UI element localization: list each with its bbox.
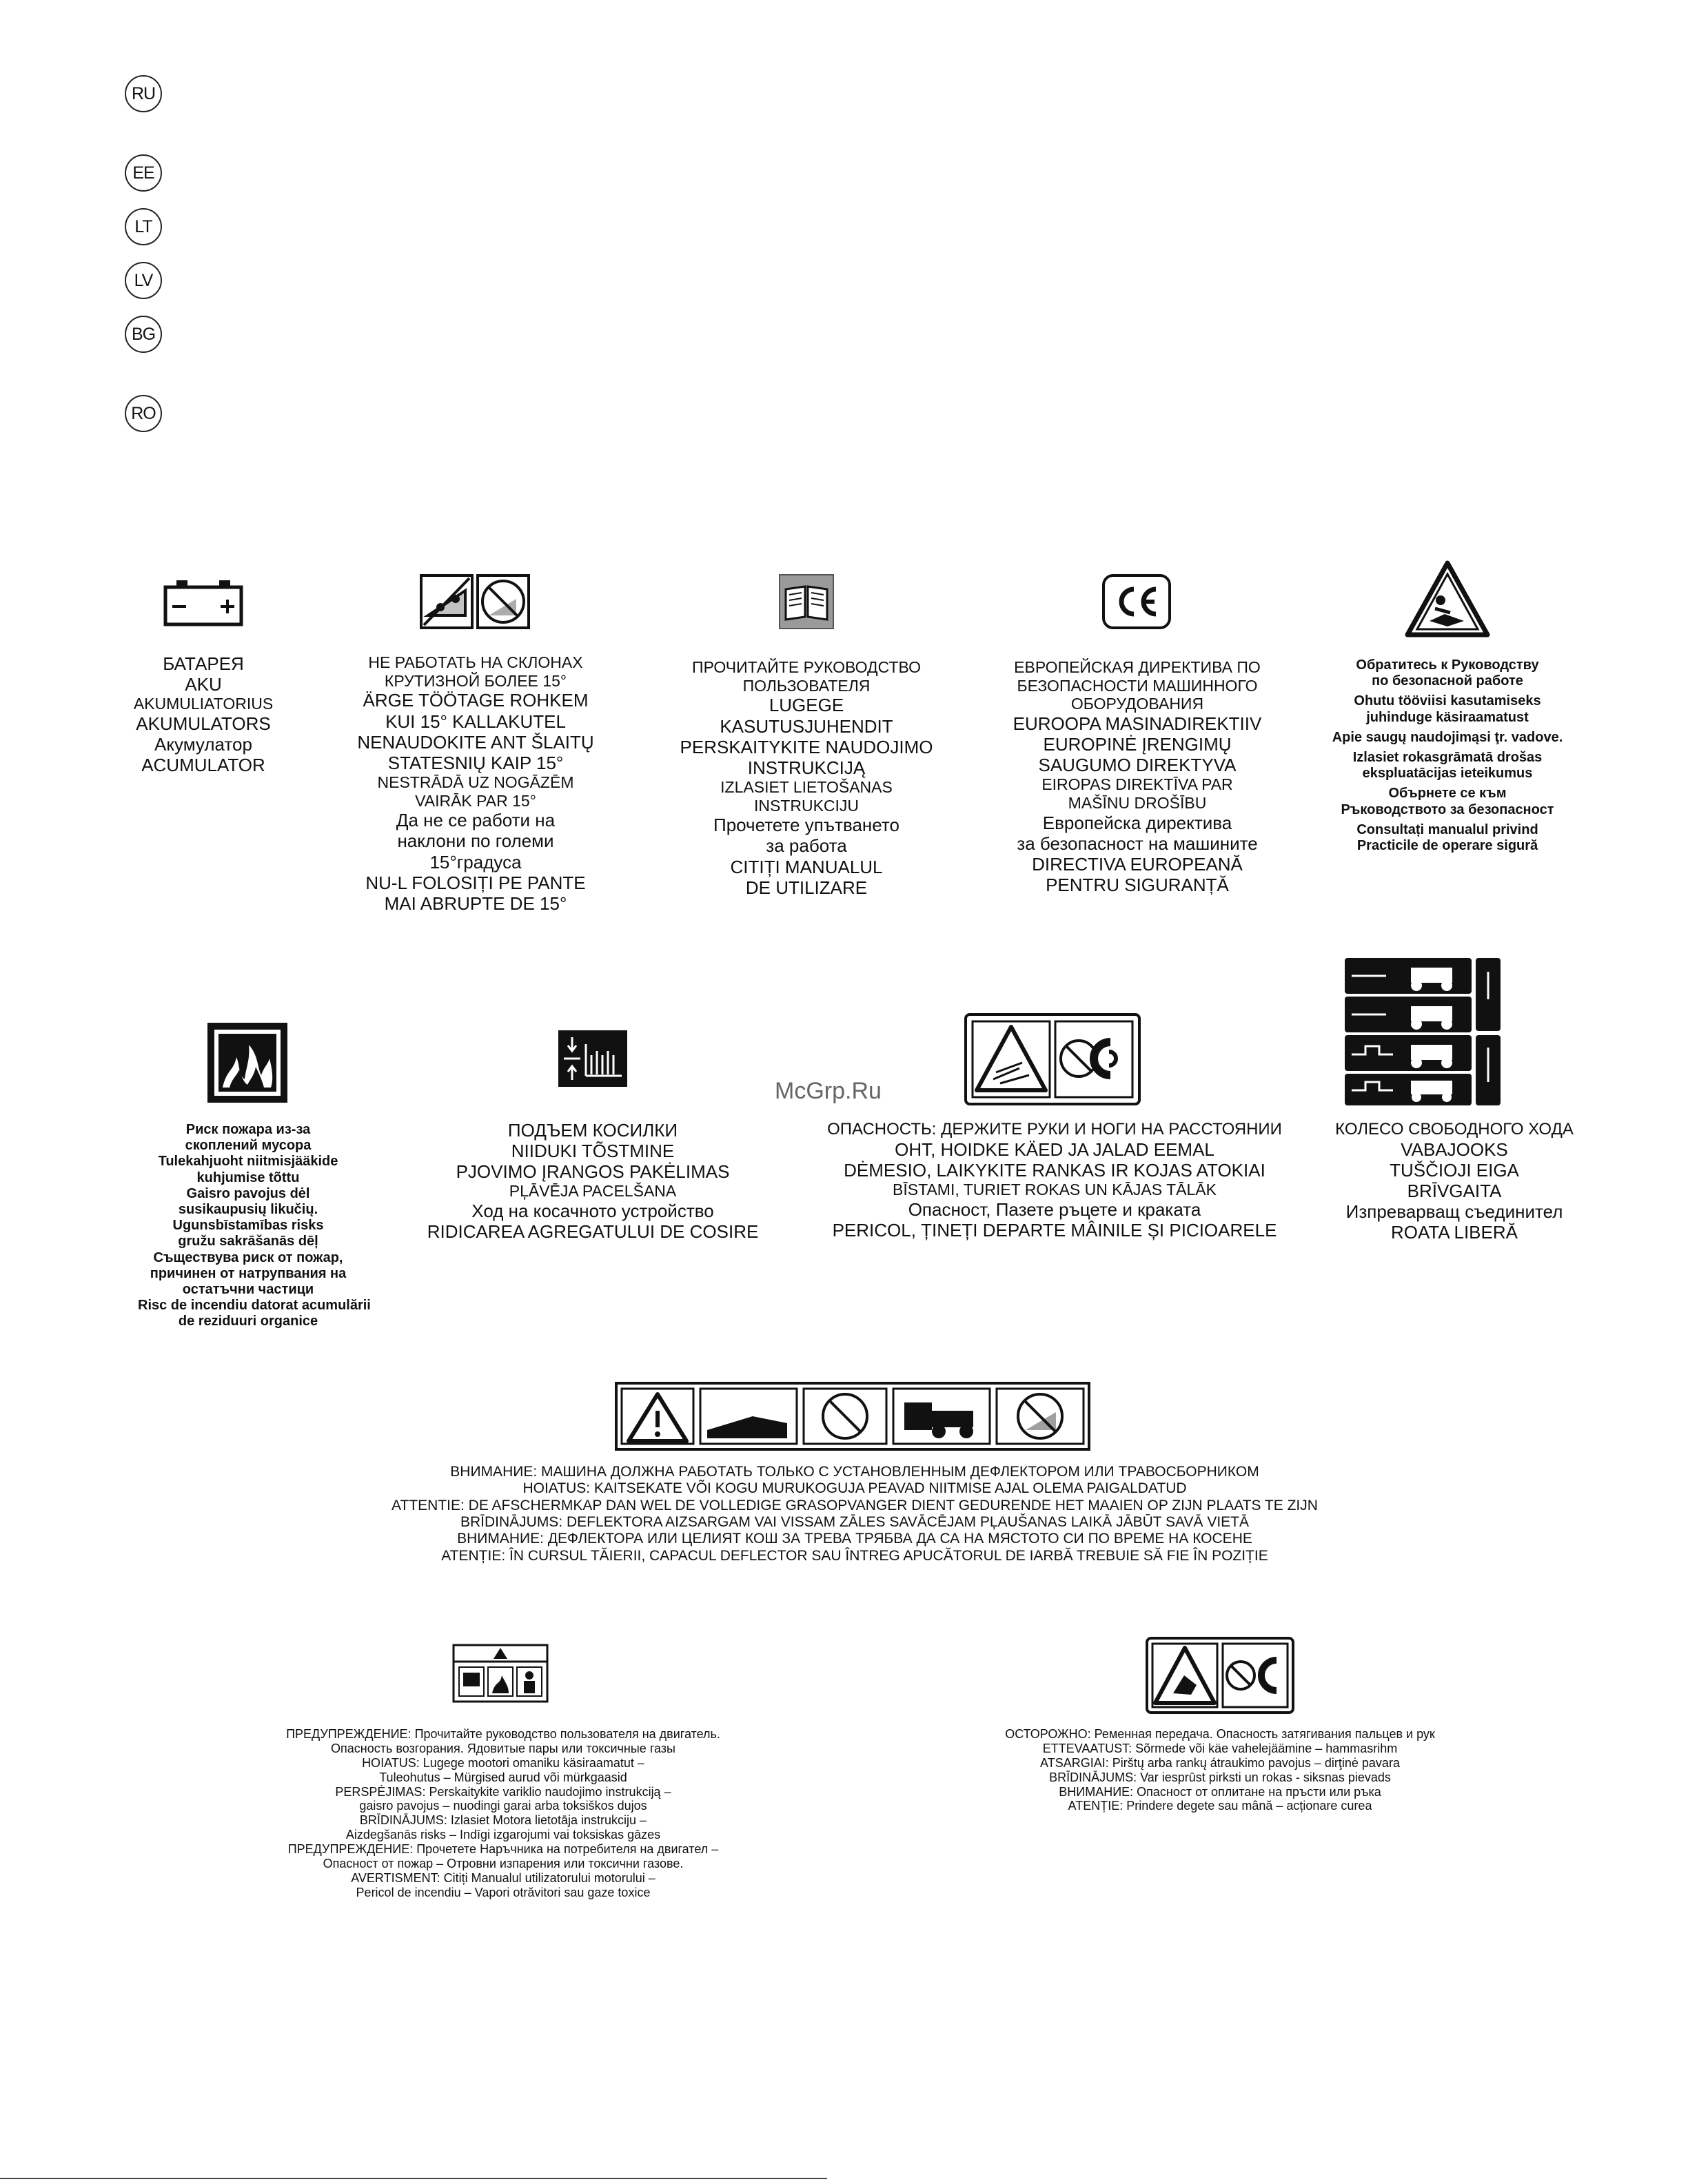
ce-label: ЕВРОПЕЙСКАЯ ДИРЕКТИВА ПО БЕЗОПАСНОСТИ МАШИННОГО ОБОРУДОВАНИЯ EUROOPA MASINADIREKTIIV EUROPINĖ ĮRENGIMŲ SAUGUMO DIREKTYVA EIROPAS DIREKTĪVA PAR MAŠĪNU DROŠĪBU Европейска директива за безопасност на машините DIRECTIVA EUROPEANĂ PENTRU SIGURANȚĂ — [1013, 658, 1262, 896]
lang-ro-badge: RO — [125, 395, 162, 432]
footer-rule — [0, 2178, 827, 2179]
slope-label: НЕ РАБОТАТЬ НА СКЛОНАХ КРУТИЗНОЙ БОЛЕЕ 15° ÄRGE TÖÖTAGE ROHKEM KUI 15° KALLAKUTEL NENAUDOKITE ANT ŠLAITŲ STATESNIŲ KAIP 15° NESTRĀDĀ UZ NOGĀZĒM VAIRĀK PAR 15° Да не се работи на наклони по големи 15°градуса NU-L FOLOSIȚI PE PANTE MAI ABRUPTE DE 15° — [357, 653, 594, 914]
engine-manual-warning-icon — [452, 1644, 549, 1703]
deflector-label: ВНИМАНИЕ: МАШИНА ДОЛЖНА РАБОТАТЬ ТОЛЬКО С УСТАНОВЛЕННЫМ ДЕФЛЕКТОРОМ ИЛИ ТРАВОСБОРНИКОМ HOIATUS: KAITSEKATE VÕI KOGU MURUKOGUJA PEAVAD NIITMISE AJAL OLEMA PAIGALDATUD ATTENTIE: DE AFSCHERMKAP DAN WEL DE VOLLEDIGE GRASOPVANGER DIENT GEDURENDE HET MAAIEN OP ZIJN PLAATS TE ZIJN BRĪDINĀJUMS: DEFLEKTORA AIZSARGAM VAI VISSAM ZĀLES SAVĀCĒJAM PĻAUŠANAS LAIKĀ JĀBŪT SAVĀ VIETĀ ВНИМАНИЕ: ДЕФЛЕКТОРА ИЛИ ЦЕЛИЯТ КОШ ЗА ТРЕВА ТРЯБВА ДА СА НА МЯСТОТО СИ ПО ВРЕМЕ НА КОСЕНЕ ATENȚIE: ÎN CURSUL TĂIERII, CAPACUL DEFLECTOR SAU ÎNTREG APUCĂTORUL DE IARBĂ TREBUIE SĂ FIE ÎN POZIȚIE — [392, 1464, 1318, 1564]
battery-icon — [163, 579, 244, 627]
keep-hands-feet-away-icon — [964, 1013, 1141, 1105]
engine-warning-label: ПРЕДУПРЕЖДЕНИЕ: Прочитайте руководство пользователя на двигатель. Опасность возгорания. Ядовитые пары или токсичные газы HOIATUS: Lugege mootori omaniku käsiraamatut – Tuleohutus – Mürgised aurud või mürkgaasid PERSPĖJIMAS: Perskaitykite variklio naudojimo instrukciją – gaisro pavojus – nuodingi garai arba toksiškos dujos BRĪDINĀJUMS: Izlasiet Motora lietotāja instrukciju – Aizdegšanās risks – Indīgi izgarojumi vai toksiskas gāzes ПРЕДУПРЕЖДЕНИЕ: Прочетете Наръчника на потребителя на двигател – Опасност от пожар – Отровни изпарения или токсични газове. AVERTISMENT: Citiți Manualul utilizatorului motorului – Pericol de incendiu – Vapori otrăvitori sau gaze toxice — [286, 1727, 720, 1899]
freewheel-icon — [1345, 958, 1501, 1105]
safety-manual-label: Обратитесь к Руководству по безопасной работе Ohutu tööviisi kasutamiseks juhinduge käsiraamatust Apie saugų naudojimąsi ţr. vadove. Izlasiet rokasgrāmatā drošas ekspluatācijas ieteikumus Обърнете се към Ръководството за безопасност Consultați manualul privind Practicile de operare sigură — [1332, 657, 1563, 853]
ce-mark-icon — [1102, 574, 1171, 629]
fire-label: Риск пожара из-за скоплений мусора Tulekahjuoht niitmisjääkide kuhjumise tõttu Gaisro pavojus dėl susikaupusių likučių. Ugunsbīstamības risks gružu sakrāšanās dēļ Съществува риск от пожар, причинен от натрупвания на остатъчни частици Risc de incendiu datorat acumulării de reziduuri organice — [138, 1122, 371, 1329]
belt-warning-label: ОСТОРОЖНО: Ременная передача. Опасность затягивания пальцев и рук ETTEVAATUST: Sõrmede või käe vahelejäämine – hammasrihm ATSARGIAI: Pirštų arba rankų átraukimo pavojus – dirţinė pavara BRĪDINĀJUMS: Var iesprūst pirksti un rokas - siksnas pievads ВНИМАНИЕ: Опасност от оплитане на пръсти или ръка ATENȚIE: Prindere degete sau mână – acționare curea — [1005, 1727, 1435, 1813]
danger-label: ОПАСНОСТЬ: ДЕРЖИТЕ РУКИ И НОГИ НА РАССТОЯНИИ OHT, HOIDKE KÄED JA JALAD EEMAL DĖMESIO, LAIKYKITE RANKAS IR KOJAS ATOKIAI BĪSTAMI, TURIET ROKAS UN KĀJAS TĀLĀK Опасност, Пазете ръцете и краката PERICOL, ȚINEȚI DEPARTE MÂINILE ȘI PICIOARELE — [827, 1120, 1282, 1241]
manual-label: ПРОЧИТАЙТЕ РУКОВОДСТВО ПОЛЬЗОВАТЕЛЯ LUGEGE KASUTUSJUHENDIT PERSKAITYKITE NAUDOJIMO INSTRUKCIJĄ IZLASIET LIETOŠANAS INSTRUKCIJU Прочетете упътването за работа CITIȚI MANUALUL DE UTILIZARE — [680, 658, 933, 898]
lang-ee-badge: EE — [125, 154, 162, 192]
lang-lv-badge: LV — [125, 262, 162, 299]
watermark: McGrp.Ru — [775, 1078, 882, 1104]
freewheel-label: КОЛЕСО СВОБОДНОГО ХОДА VABAJOOKS TUŠČIOJI EIGA BRĪVGAITA Изпреварващ съединител ROATA LIBERĂ — [1335, 1120, 1574, 1243]
book-icon — [779, 574, 834, 629]
fire-icon — [206, 1021, 289, 1104]
lang-ru-badge: RU — [125, 75, 162, 112]
lang-bg-badge: BG — [125, 316, 162, 353]
battery-label: БАТАРЕЯ AKU AKUMULIATORIUS AKUMULATORS Акумулатор ACUMULATOR — [133, 653, 274, 776]
mower-lift-icon — [558, 1030, 627, 1087]
deflector-warning-icon — [615, 1382, 1090, 1451]
belt-entanglement-icon — [1146, 1637, 1294, 1714]
lang-lt-badge: LT — [125, 208, 162, 245]
lift-label: ПОДЪЕМ КОСИЛКИ NIIDUKI TÕSTMINE PJOVIMO ĮRANGOS PAKĖLIMAS PĻĀVĒJA PACELŠANA Ход на косачното устройство RIDICAREA AGREGATULUI DE COSIRE — [427, 1120, 759, 1243]
read-safety-manual-icon — [1405, 560, 1490, 637]
no-slope-icon — [420, 574, 530, 629]
